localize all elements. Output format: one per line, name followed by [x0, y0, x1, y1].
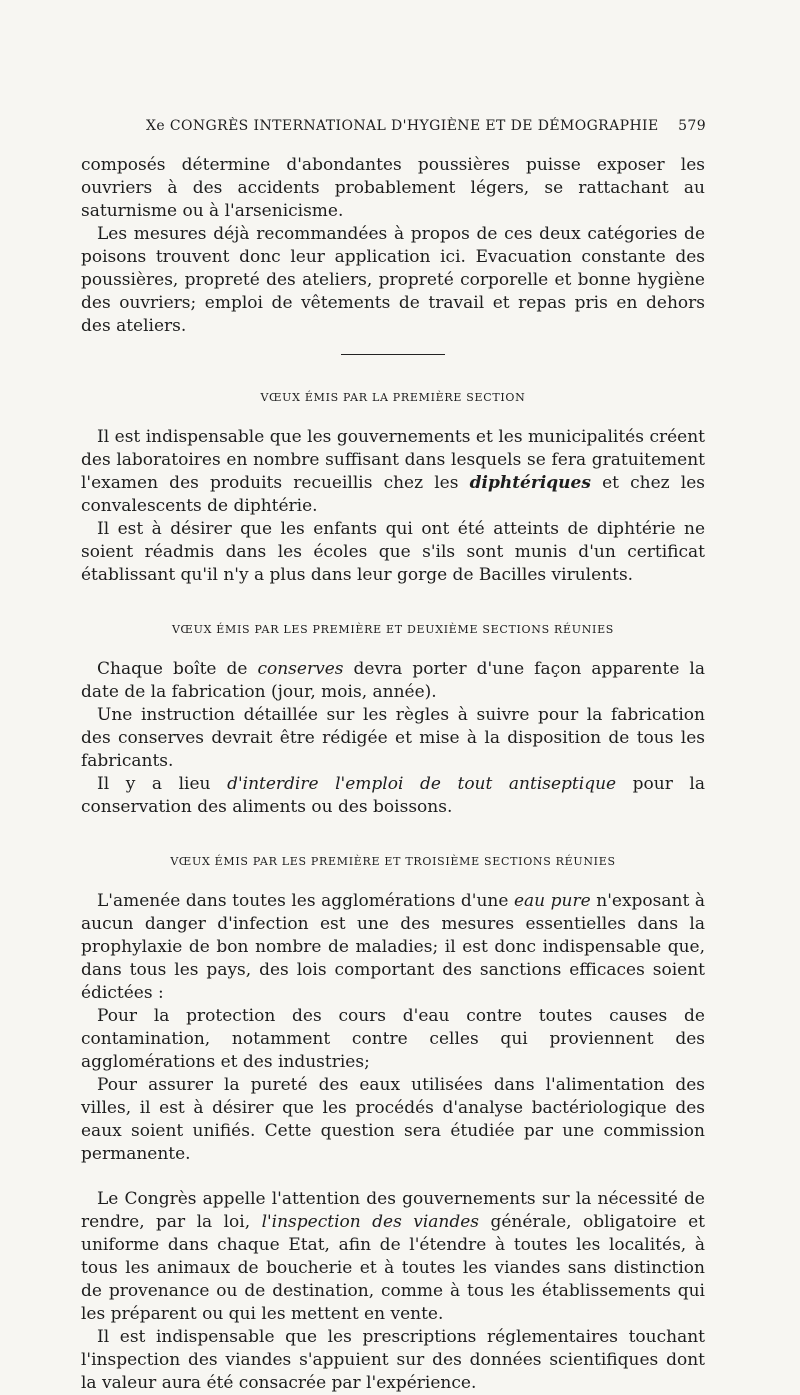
section2-paragraph-1-end: devra porter d'une façon apparente la date de la fabrication (jour, mois, année). [81, 659, 705, 702]
antiseptique-emphasis: d'interdire l'emploi de tout antiseptique [227, 774, 617, 794]
intro-paragraph-2: Les mesures déjà recommandées à propos de ces deux catégories de poisons trouvent donc leur application ici. Evacuation constante des poussières, propreté des ateliers, propreté corporelle et bonne hygiène des ouvriers; emploi de vêtements de travail et repas pris en dehors des ateliers. [81, 224, 705, 336]
section-divider [341, 354, 445, 355]
section3-paragraph-2: Pour la protection des cours d'eau contre toutes causes de contamination, notamment contre celles qui proviennent des agglomérations et des industries; [81, 1006, 705, 1072]
section-heading-premiere-troisieme: VŒUX ÉMIS PAR LES PREMIÈRE ET TROISIÈME SECTIONS RÉUNIES [170, 855, 616, 868]
eau-pure-emphasis: eau pure [513, 891, 591, 911]
section2-paragraph-1-start: Chaque boîte de [97, 659, 258, 679]
section-heading-premiere-deuxieme: VŒUX ÉMIS PAR LES PREMIÈRE ET DEUXIÈME SECTIONS RÉUNIES [171, 623, 615, 636]
page-content [81, 154, 705, 1395]
section3-paragraph-1 [81, 890, 705, 1005]
section1-paragraph-1-start: Il est indispensable que les gouvernements et les municipalités créent des laboratoires en nombre suffisant dans lesquels se fera gratuitement l'examen des produits recueillis chez les [81, 427, 705, 493]
section3-paragraph-1-end: n'exposant à aucun danger d'infection est une des mesures essentielles dans la prophylaxie de bon nombre de maladies; il est donc indispensable que, dans tous les pays, des lois comportant des sanctions efficaces soient édictées : [81, 891, 705, 1003]
section2-paragraph-3-end: pour la conservation des aliments ou des boissons. [81, 774, 706, 817]
section1-paragraph-1 [81, 426, 705, 518]
section3-paragraph-4 [81, 1188, 705, 1326]
page-number: 579 [678, 118, 706, 134]
section-heading-premiere: VŒUX ÉMIS PAR LA PREMIÈRE SECTION [260, 391, 526, 404]
section3-paragraph-3: Pour assurer la pureté des eaux utilisées dans l'alimentation des villes, il est à désirer que les procédés d'analyse bactériologique des eaux soient unifiés. Cette question sera étudiée par une commission permanente. [81, 1075, 705, 1164]
section1-paragraph-1-end: et chez les convalescents de diphtérie. [81, 473, 705, 516]
inspection-viandes-emphasis: l'inspection des viandes [261, 1212, 480, 1232]
running-header [146, 118, 706, 134]
page-header-title: Xe CONGRÈS INTERNATIONAL D'HYGIÈNE ET DE DÉMOGRAPHIE [146, 118, 659, 134]
diphteriques-emphasis: diphtériques [469, 473, 591, 493]
section3-paragraph-1-start: L'amenée dans toutes les agglomérations d'une [97, 891, 514, 911]
section3-paragraph-5: Il est indispensable que les prescriptions réglementaires touchant l'inspection des viandes s'appuient sur des données scientifiques dont la valeur aura été consacrée par l'expérience. [81, 1327, 705, 1393]
section3-paragraph-4-end: générale, obligatoire et uniforme dans chaque Etat, afin de l'étendre à toutes les localités, à tous les animaux de boucherie et à toutes les viandes sans distinction de provenance ou de destination, comme à tous les établissements qui les préparent ou qui les mettent en vente. [81, 1212, 706, 1324]
section3-paragraph-4-start: Le Congrès appelle l'attention des gouvernements sur la nécessité de rendre, par la loi, [81, 1189, 705, 1232]
conserves-emphasis: conserves [257, 659, 344, 679]
section2-paragraph-3 [81, 773, 705, 819]
section2-paragraph-2: Une instruction détaillée sur les règles à suivre pour la fabrication des conserves devrait être rédigée et mise à la disposition de tous les fabricants. [81, 705, 705, 771]
intro-paragraph-1: composés détermine d'abondantes poussières puisse exposer les ouvriers à des accidents probablement légers, se rattachant au saturnisme ou à l'arsenicisme. [81, 155, 705, 221]
section1-paragraph-2: Il est à désirer que les enfants qui ont été atteints de diphtérie ne soient réadmis dans les écoles que s'ils sont munis d'un certificat établissant qu'il n'y a plus dans leur gorge de Bacilles virulents. [81, 519, 705, 585]
section2-paragraph-3-start: Il y a lieu [97, 774, 228, 794]
paragraph-spacer [81, 1166, 705, 1188]
section2-paragraph-1 [81, 658, 705, 704]
